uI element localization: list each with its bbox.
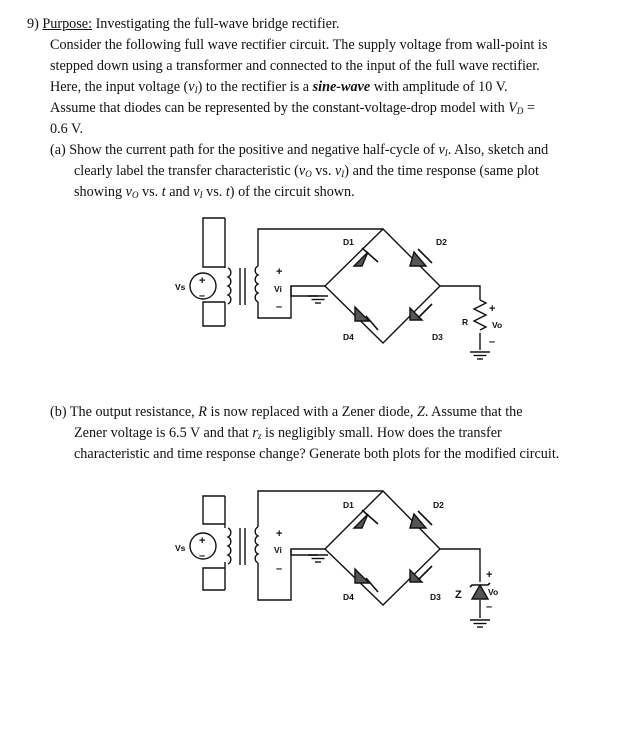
problem-number: 9)	[27, 16, 39, 32]
source-plus: +	[199, 275, 206, 287]
part-b-line-1	[50, 402, 523, 422]
text-run: with amplitude of 10 V.	[370, 79, 508, 95]
label-d2: D2	[433, 500, 444, 510]
vi-symbol: $v_I$	[438, 142, 448, 158]
purpose-text: Investigating the full-wave bridge rectifier.	[92, 16, 340, 32]
source-minus: –	[199, 290, 206, 302]
text-run: . Assume that the	[424, 404, 523, 420]
primary-coil	[228, 528, 231, 564]
diode-d1	[354, 252, 368, 266]
label-vs: Vs	[175, 543, 186, 553]
ground-symbol	[470, 352, 490, 359]
label-z: Z	[455, 589, 462, 601]
purpose-label: Purpose:	[42, 16, 93, 32]
sine-wave-emphasis: sine-wave	[312, 79, 371, 95]
label-d4: D4	[343, 592, 354, 602]
z-symbol: Z	[416, 404, 425, 420]
intro-line-1: Consider the following full wave rectifier circuit. The supply voltage from wall-point is	[50, 37, 548, 53]
part-b-line-3: characteristic and time response change? Generate both plots for the modified circuit.	[74, 446, 560, 462]
vi-symbol: $v_I$	[193, 184, 203, 200]
part-b-label: (b)	[50, 404, 67, 420]
label-d1: D1	[343, 500, 354, 510]
wire-output	[440, 286, 480, 300]
vi-plus: +	[276, 528, 283, 540]
text-run: ) and the time response (same plot	[344, 163, 539, 179]
t-symbol: t	[161, 184, 166, 200]
primary-coil	[228, 268, 231, 304]
label-vi: Vi	[274, 545, 282, 555]
label-vs: Vs	[175, 282, 186, 292]
ground-symbol	[308, 555, 328, 562]
text-run: =	[523, 100, 535, 116]
vi-symbol: $v_I$	[188, 79, 198, 95]
label-vo: Vo	[492, 320, 503, 330]
text-run: Here, the input voltage (	[50, 79, 189, 95]
vi-minus: –	[276, 563, 283, 575]
text-run: and	[165, 184, 194, 200]
label-d3: D3	[430, 592, 441, 602]
source-wire-bottom	[203, 568, 225, 590]
part-a-label: (a)	[50, 142, 66, 158]
label-vo: Vo	[488, 587, 499, 597]
t-symbol: t	[225, 184, 230, 200]
label-vi: Vi	[274, 284, 282, 294]
text-run: is negligibly small. How does the transfer	[261, 425, 502, 441]
intro-line-3	[50, 77, 508, 97]
source-plus: +	[199, 535, 206, 547]
diode-d4	[355, 307, 369, 321]
text-run: Show the current path for the positive and negative half-cycle of	[65, 142, 439, 158]
intro-line-4	[50, 98, 535, 118]
diode-d4	[355, 569, 369, 583]
ground-symbol	[308, 296, 328, 303]
load-resistor	[474, 300, 486, 330]
source-wire-top	[203, 496, 225, 524]
text-run: showing	[74, 184, 126, 200]
label-d3: D3	[432, 332, 443, 342]
text-run: Assume that diodes can be represented by the constant-voltage-drop model with	[50, 100, 509, 116]
vo-symbol: $v_O$	[125, 184, 139, 200]
text-run: clearly label the transfer characteristic (	[74, 163, 299, 179]
zener-diode	[472, 585, 488, 599]
secondary-coil	[255, 527, 258, 563]
wire-gnd	[291, 286, 318, 296]
text-run: is now replaced with a Zener diode,	[206, 404, 417, 420]
part-a-line-1	[50, 140, 548, 160]
wire-output	[440, 549, 480, 582]
bridge-rectifier-circuit-a	[0, 195, 633, 375]
source-minus: –	[199, 550, 206, 562]
text-run: vs.	[202, 184, 226, 200]
source-wire-top	[203, 218, 225, 267]
wire-bottom	[258, 549, 325, 600]
vi-minus: –	[276, 301, 283, 313]
source-wire-bottom	[203, 302, 225, 326]
label-d1: D1	[343, 237, 354, 247]
vo-plus: +	[489, 303, 496, 315]
vi-symbol: $v_I$	[334, 163, 345, 179]
vi-plus: +	[276, 266, 283, 278]
label-d2: D2	[436, 237, 447, 247]
text-run: . Also, sketch and	[447, 142, 549, 158]
part-a-line-2	[74, 161, 539, 181]
r-symbol: R	[198, 404, 207, 420]
vo-minus: –	[489, 336, 496, 348]
intro-line-5: 0.6 V.	[50, 121, 83, 137]
problem-header	[27, 14, 339, 34]
text-run: The output resistance,	[66, 404, 199, 420]
label-d4: D4	[343, 332, 354, 342]
text-run: ) to the rectifier is a	[197, 79, 313, 95]
ground-symbol	[470, 620, 490, 627]
text-run: ) of the circuit shown.	[229, 184, 355, 200]
vo-minus: –	[486, 601, 493, 613]
secondary-coil	[255, 266, 258, 302]
rz-symbol: $r_z$	[252, 425, 262, 441]
text-run: vs.	[138, 184, 162, 200]
label-r: R	[462, 317, 469, 327]
vo-plus: +	[486, 569, 493, 581]
vo-symbol: $v_O$	[298, 163, 312, 179]
diode-d1	[354, 514, 368, 528]
text-run: Zener voltage is 6.5 V and that	[74, 425, 253, 441]
bridge-rectifier-circuit-b	[0, 480, 633, 640]
intro-line-2: stepped down using a transformer and connected to the input of the full wave rectifier.	[50, 58, 540, 74]
wire-gnd	[291, 549, 318, 555]
part-b-line-2	[74, 423, 502, 443]
text-run: vs.	[311, 163, 335, 179]
vd-symbol: $V_D$	[508, 100, 524, 116]
